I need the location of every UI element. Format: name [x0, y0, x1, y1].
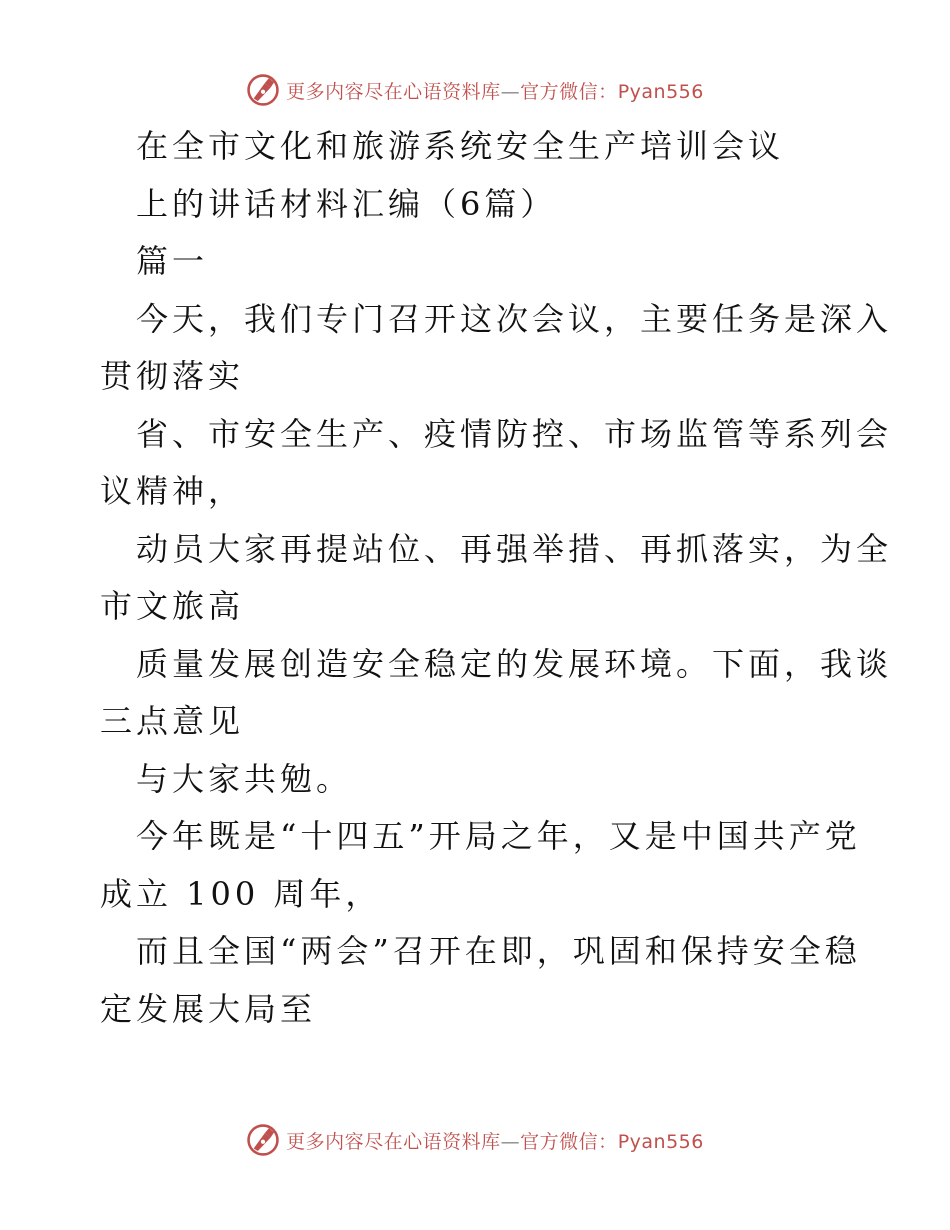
doc-title-line-2: 上的讲话材料汇编（6篇）: [136, 184, 557, 223]
paragraph-line: 今年既是“十四五”开局之年，又是中国共产党: [136, 817, 861, 855]
paragraph-line: 贯彻落实: [100, 357, 245, 395]
section-heading: 篇一: [136, 242, 209, 280]
doc-title-line-1: 在全市文化和旅游系统安全生产培训会议: [136, 127, 785, 165]
paragraph-line: 质量发展创造安全稳定的发展环境。下面，我谈: [136, 644, 893, 683]
paragraph-line: 成立 100 周年，: [100, 874, 382, 913]
paragraph-line: 而且全国“两会”召开在即，巩固和保持安全稳: [136, 932, 861, 970]
document-body: [100, 118, 893, 1038]
paragraph-line: 定发展大局至: [100, 989, 317, 1028]
footer-watermark-text: 更多内容尽在心语资料库—官方微信：Pyan556: [286, 1130, 704, 1153]
paragraph-line: 省、市安全生产、疫情防控、市场监管等系列会: [136, 414, 893, 453]
paragraph-line: 市文旅高: [100, 587, 245, 625]
paragraph-line: 与大家共勉。: [136, 759, 353, 798]
header-watermark-text: 更多内容尽在心语资料库—官方微信：Pyan556: [286, 80, 704, 103]
footer-watermark-banner: [0, 1120, 950, 1160]
paragraph-line: 今天，我们专门召开这次会议，主要任务是深入: [136, 299, 893, 338]
paragraph-line: 议精神，: [100, 472, 245, 510]
paragraph-line: 三点意见: [100, 702, 245, 740]
header-watermark-banner: [0, 70, 950, 110]
pen-nib-logo-icon: [246, 73, 280, 107]
paragraph-line: 动员大家再提站位、再强举措、再抓落实，为全: [136, 529, 893, 568]
pen-nib-logo-icon: [246, 1123, 280, 1157]
